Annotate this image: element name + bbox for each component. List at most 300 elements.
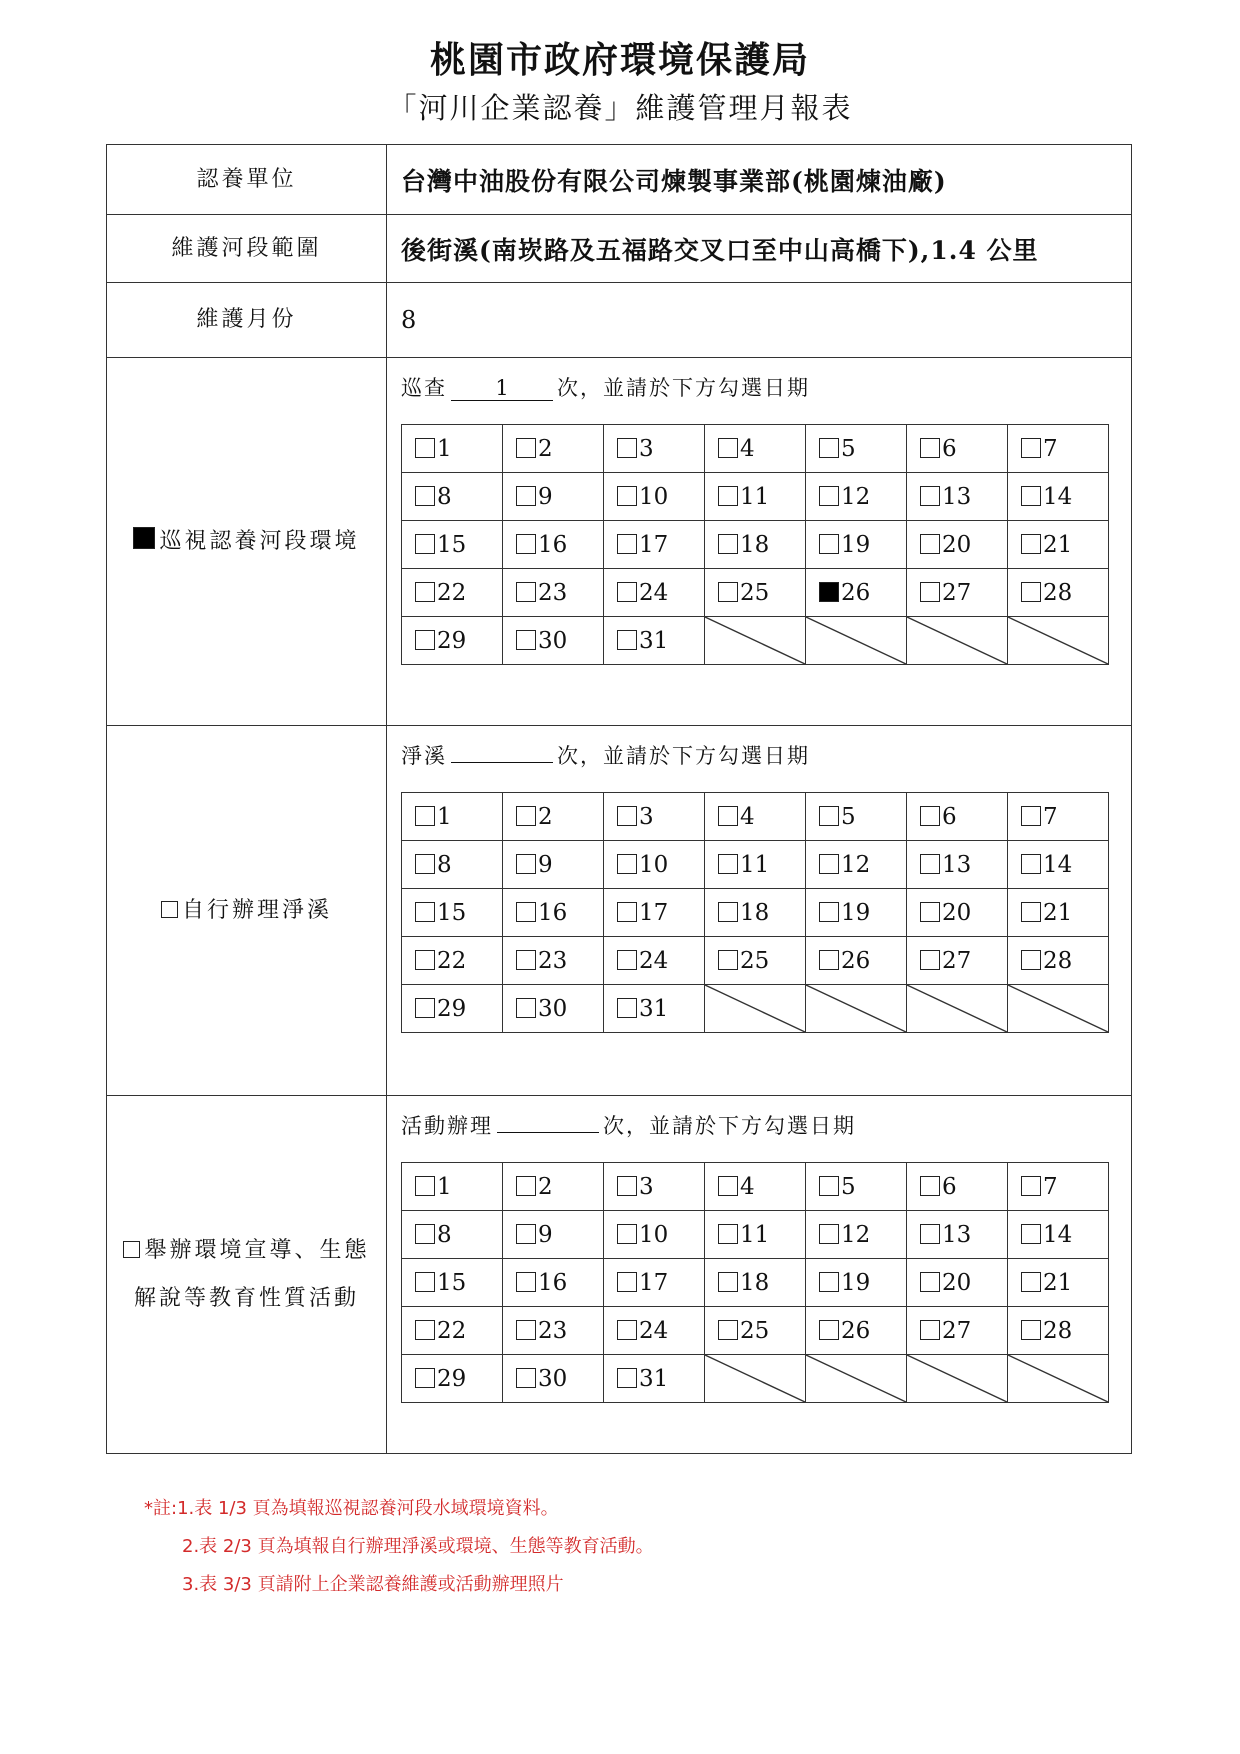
date-cell[interactable] (907, 473, 1008, 521)
date-cell[interactable] (705, 1307, 806, 1355)
date-number: 28 (1043, 1317, 1073, 1344)
month-label: 維護月份 (107, 283, 387, 357)
date-checkbox[interactable] (1021, 950, 1041, 970)
section-content (387, 726, 1131, 1095)
date-cell[interactable] (1008, 473, 1109, 521)
date-checkbox[interactable] (415, 998, 435, 1018)
instruction-prefix: 淨溪 (401, 744, 447, 768)
date-checkbox[interactable] (617, 806, 637, 826)
date-number: 3 (639, 435, 654, 462)
date-cell[interactable] (604, 793, 705, 841)
date-checkbox[interactable] (516, 1368, 536, 1388)
date-cell[interactable] (503, 793, 604, 841)
date-checkbox[interactable] (516, 998, 536, 1018)
date-cell[interactable] (806, 889, 907, 937)
date-checkbox[interactable] (617, 486, 637, 506)
date-number: 22 (437, 1317, 467, 1344)
date-checkbox[interactable] (617, 438, 637, 458)
date-checkbox[interactable] (819, 854, 839, 874)
date-checkbox[interactable] (617, 534, 637, 554)
date-cell[interactable] (402, 985, 503, 1033)
date-cell[interactable] (604, 617, 705, 665)
date-grid-row (402, 1259, 1109, 1307)
date-number: 25 (740, 579, 770, 606)
date-cell[interactable] (402, 473, 503, 521)
date-checkbox[interactable] (516, 630, 536, 650)
section-label-text (161, 887, 332, 935)
page-subtitle: 「河川企業認養」維護管理月報表 (387, 91, 853, 125)
date-cell[interactable] (806, 1307, 907, 1355)
date-checkbox[interactable] (415, 902, 435, 922)
date-checkbox[interactable] (718, 1272, 738, 1292)
date-cell[interactable] (604, 841, 705, 889)
date-number: 13 (942, 851, 972, 878)
date-checkbox[interactable] (516, 534, 536, 554)
date-cell[interactable] (806, 1211, 907, 1259)
date-cell[interactable] (402, 841, 503, 889)
row-range (107, 215, 1131, 283)
date-cell[interactable] (604, 1307, 705, 1355)
date-cell[interactable] (503, 569, 604, 617)
empty-date-cell (1008, 1355, 1109, 1403)
date-grid-row (402, 569, 1109, 617)
date-checkbox[interactable] (516, 854, 536, 874)
date-checkbox[interactable] (920, 854, 940, 874)
date-number: 31 (639, 627, 669, 654)
date-number: 2 (538, 803, 553, 830)
range-label: 維護河段範圍 (107, 215, 387, 282)
section-patrol (107, 358, 1131, 726)
date-number: 24 (639, 579, 669, 606)
date-number: 15 (437, 899, 467, 926)
date-checkbox[interactable] (617, 1224, 637, 1244)
date-checkbox[interactable] (819, 582, 839, 602)
date-cell[interactable] (907, 1163, 1008, 1211)
date-checkbox[interactable] (617, 854, 637, 874)
date-checkbox[interactable] (516, 806, 536, 826)
date-cell[interactable] (705, 1163, 806, 1211)
date-cell[interactable] (402, 569, 503, 617)
diagonal-slash (1008, 985, 1108, 1032)
date-cell[interactable] (806, 937, 907, 985)
date-grid-row (402, 937, 1109, 985)
date-number: 20 (942, 1269, 972, 1296)
section-label (107, 726, 387, 1095)
date-cell[interactable] (907, 425, 1008, 473)
count-field[interactable] (451, 762, 553, 763)
date-cell[interactable] (806, 1163, 907, 1211)
date-checkbox[interactable] (819, 1224, 839, 1244)
date-checkbox[interactable] (516, 438, 536, 458)
date-cell[interactable] (604, 1355, 705, 1403)
date-cell[interactable] (402, 1163, 503, 1211)
date-cell[interactable] (503, 425, 604, 473)
date-cell[interactable] (1008, 889, 1109, 937)
date-checkbox[interactable] (617, 1368, 637, 1388)
count-field[interactable]: 1 (451, 376, 553, 401)
unit-value: 台灣中油股份有限公司煉製事業部(桃園煉油廠) (401, 166, 947, 196)
date-cell[interactable] (907, 1211, 1008, 1259)
date-number: 4 (740, 803, 755, 830)
date-grid-row (402, 985, 1109, 1033)
date-cell[interactable] (1008, 937, 1109, 985)
date-checkbox[interactable] (415, 806, 435, 826)
date-checkbox[interactable] (718, 902, 738, 922)
date-cell[interactable] (402, 1211, 503, 1259)
date-cell[interactable] (503, 889, 604, 937)
date-grid-row (402, 1307, 1109, 1355)
section-instruction (401, 1110, 856, 1140)
date-number: 1 (437, 435, 452, 462)
date-cell[interactable] (604, 985, 705, 1033)
date-grid-row (402, 425, 1109, 473)
date-checkbox[interactable] (920, 486, 940, 506)
date-cell[interactable] (503, 937, 604, 985)
section-checkbox[interactable] (133, 527, 155, 549)
date-cell[interactable] (907, 569, 1008, 617)
section-checkbox[interactable] (123, 1241, 140, 1258)
diagonal-slash (907, 1355, 1007, 1402)
date-checkbox[interactable] (516, 1224, 536, 1244)
date-number: 13 (942, 1221, 972, 1248)
date-checkbox[interactable] (718, 582, 738, 602)
date-number: 20 (942, 531, 972, 558)
diagonal-slash (806, 985, 906, 1032)
date-checkbox[interactable] (718, 806, 738, 826)
date-checkbox[interactable] (1021, 486, 1041, 506)
date-number: 10 (639, 851, 669, 878)
date-checkbox[interactable] (617, 902, 637, 922)
section-label-line: 解說等教育性質活動 (133, 1285, 359, 1311)
date-grid-row (402, 1163, 1109, 1211)
date-cell[interactable] (503, 985, 604, 1033)
date-checkbox[interactable] (415, 1272, 435, 1292)
date-checkbox[interactable] (516, 902, 536, 922)
date-checkbox[interactable] (516, 1272, 536, 1292)
date-cell[interactable] (907, 521, 1008, 569)
date-number: 1 (437, 803, 452, 830)
range-value: 後街溪(南崁路及五福路交叉口至中山高橋下),1.4 公里 (401, 235, 1039, 265)
date-checkbox[interactable] (920, 950, 940, 970)
diagonal-slash (705, 1355, 805, 1402)
date-cell[interactable] (604, 425, 705, 473)
instruction-prefix: 活動辦理 (401, 1114, 493, 1138)
date-cell[interactable] (705, 521, 806, 569)
date-number: 20 (942, 899, 972, 926)
date-number: 18 (740, 1269, 770, 1296)
date-checkbox[interactable] (819, 806, 839, 826)
date-cell[interactable] (503, 841, 604, 889)
date-cell[interactable] (806, 841, 907, 889)
date-checkbox[interactable] (1021, 534, 1041, 554)
date-cell[interactable] (907, 1259, 1008, 1307)
date-checkbox[interactable] (415, 630, 435, 650)
date-checkbox[interactable] (920, 438, 940, 458)
date-checkbox[interactable] (415, 486, 435, 506)
date-cell[interactable] (604, 1163, 705, 1211)
date-cell[interactable] (1008, 425, 1109, 473)
date-checkbox[interactable] (1021, 1320, 1041, 1340)
date-number: 9 (538, 483, 553, 510)
date-checkbox[interactable] (516, 1176, 536, 1196)
empty-date-cell (907, 985, 1008, 1033)
date-cell[interactable] (1008, 1307, 1109, 1355)
date-number: 6 (942, 435, 957, 462)
date-cell[interactable] (705, 841, 806, 889)
date-grid (401, 792, 1109, 1033)
date-number: 30 (538, 627, 568, 654)
date-number: 16 (538, 1269, 568, 1296)
diagonal-slash (1008, 617, 1108, 664)
date-cell[interactable] (402, 937, 503, 985)
empty-date-cell (705, 985, 806, 1033)
date-checkbox[interactable] (617, 998, 637, 1018)
date-cell[interactable] (806, 569, 907, 617)
date-cell[interactable] (1008, 521, 1109, 569)
date-checkbox[interactable] (415, 950, 435, 970)
date-cell[interactable] (907, 937, 1008, 985)
date-cell[interactable] (503, 1163, 604, 1211)
date-checkbox[interactable] (718, 534, 738, 554)
date-checkbox[interactable] (920, 1224, 940, 1244)
date-checkbox[interactable] (819, 902, 839, 922)
date-checkbox[interactable] (920, 534, 940, 554)
date-cell[interactable] (1008, 1163, 1109, 1211)
date-checkbox[interactable] (617, 630, 637, 650)
date-cell[interactable] (806, 1259, 907, 1307)
date-number: 31 (639, 1365, 669, 1392)
date-cell[interactable] (402, 425, 503, 473)
date-cell[interactable] (806, 425, 907, 473)
date-cell[interactable] (604, 569, 705, 617)
date-number: 30 (538, 995, 568, 1022)
note-2: 2.表 2/3 頁為填報自行辦理淨溪或環境、生態等教育活動。 (182, 1536, 654, 1557)
date-cell[interactable] (907, 793, 1008, 841)
date-checkbox[interactable] (516, 582, 536, 602)
date-checkbox[interactable] (415, 1176, 435, 1196)
date-cell[interactable] (402, 521, 503, 569)
date-number: 7 (1043, 803, 1058, 830)
date-number: 8 (437, 483, 452, 510)
date-cell[interactable] (402, 793, 503, 841)
diagonal-slash (907, 617, 1007, 664)
date-cell[interactable] (402, 1307, 503, 1355)
date-cell[interactable] (705, 793, 806, 841)
date-checkbox[interactable] (819, 1320, 839, 1340)
date-checkbox[interactable] (819, 950, 839, 970)
date-checkbox[interactable] (920, 1176, 940, 1196)
diagonal-slash (1008, 1355, 1108, 1402)
section-content (387, 358, 1131, 725)
date-cell[interactable] (1008, 793, 1109, 841)
section-label-line: 舉辦環境宣導、生態 (144, 1237, 370, 1263)
date-cell[interactable] (402, 1355, 503, 1403)
date-checkbox[interactable] (718, 854, 738, 874)
date-grid-row (402, 521, 1109, 569)
date-checkbox[interactable] (415, 534, 435, 554)
date-cell[interactable] (604, 889, 705, 937)
date-number: 9 (538, 851, 553, 878)
date-cell[interactable] (604, 937, 705, 985)
date-checkbox[interactable] (1021, 854, 1041, 874)
date-cell[interactable] (604, 521, 705, 569)
date-cell[interactable] (503, 1211, 604, 1259)
date-number: 27 (942, 1317, 972, 1344)
date-checkbox[interactable] (1021, 438, 1041, 458)
unit-label: 認養單位 (107, 145, 387, 214)
date-number: 29 (437, 1365, 467, 1392)
date-cell[interactable] (705, 425, 806, 473)
date-checkbox[interactable] (920, 582, 940, 602)
date-checkbox[interactable] (718, 950, 738, 970)
date-cell[interactable] (604, 473, 705, 521)
empty-date-cell (1008, 985, 1109, 1033)
date-checkbox[interactable] (1021, 806, 1041, 826)
date-checkbox[interactable] (516, 486, 536, 506)
date-number: 17 (639, 531, 669, 558)
date-checkbox[interactable] (718, 1176, 738, 1196)
date-checkbox[interactable] (920, 806, 940, 826)
date-number: 15 (437, 531, 467, 558)
date-number: 5 (841, 435, 856, 462)
date-checkbox[interactable] (617, 582, 637, 602)
date-grid-row (402, 473, 1109, 521)
note-3: 3.表 3/3 頁請附上企業認養維護或活動辦理照片 (182, 1574, 564, 1595)
instruction-prefix: 巡查 (401, 376, 447, 400)
date-cell[interactable] (806, 473, 907, 521)
date-checkbox[interactable] (920, 1272, 940, 1292)
date-number: 3 (639, 1173, 654, 1200)
empty-date-cell (705, 1355, 806, 1403)
date-number: 18 (740, 899, 770, 926)
date-checkbox[interactable] (617, 950, 637, 970)
date-cell[interactable] (907, 841, 1008, 889)
date-cell[interactable] (402, 889, 503, 937)
diagonal-slash (806, 1355, 906, 1402)
date-cell[interactable] (907, 1307, 1008, 1355)
date-checkbox[interactable] (718, 1320, 738, 1340)
date-cell[interactable] (604, 1259, 705, 1307)
instruction-suffix: 次，並請於下方勾選日期 (557, 376, 810, 400)
date-number: 10 (639, 1221, 669, 1248)
date-cell[interactable] (705, 473, 806, 521)
section-checkbox[interactable] (161, 901, 178, 918)
date-cell[interactable] (806, 793, 907, 841)
date-checkbox[interactable] (920, 1320, 940, 1340)
date-cell[interactable] (705, 1211, 806, 1259)
date-cell[interactable] (503, 1355, 604, 1403)
date-cell[interactable] (1008, 1259, 1109, 1307)
date-checkbox[interactable] (1021, 1176, 1041, 1196)
date-number: 26 (841, 1317, 871, 1344)
date-checkbox[interactable] (415, 854, 435, 874)
date-checkbox[interactable] (516, 1320, 536, 1340)
date-checkbox[interactable] (617, 1320, 637, 1340)
date-checkbox[interactable] (415, 582, 435, 602)
date-checkbox[interactable] (819, 486, 839, 506)
count-field[interactable] (497, 1132, 599, 1133)
date-checkbox[interactable] (718, 438, 738, 458)
date-checkbox[interactable] (1021, 1272, 1041, 1292)
date-number: 23 (538, 1317, 568, 1344)
date-number: 2 (538, 435, 553, 462)
date-checkbox[interactable] (415, 438, 435, 458)
date-checkbox[interactable] (1021, 582, 1041, 602)
date-cell[interactable] (503, 617, 604, 665)
section-instruction (401, 740, 810, 770)
date-checkbox[interactable] (819, 534, 839, 554)
date-number: 5 (841, 1173, 856, 1200)
section-cleanup (107, 726, 1131, 1096)
date-cell[interactable] (402, 617, 503, 665)
date-number: 12 (841, 851, 871, 878)
date-cell[interactable] (503, 473, 604, 521)
date-checkbox[interactable] (415, 1368, 435, 1388)
date-checkbox[interactable] (718, 1224, 738, 1244)
date-checkbox[interactable] (1021, 902, 1041, 922)
date-cell[interactable] (705, 1259, 806, 1307)
empty-date-cell (907, 617, 1008, 665)
page-title: 桃園市政府環境保護局 (429, 39, 810, 81)
empty-date-cell (907, 1355, 1008, 1403)
date-cell[interactable] (705, 569, 806, 617)
date-grid-row (402, 617, 1109, 665)
date-cell[interactable] (705, 937, 806, 985)
date-number: 18 (740, 531, 770, 558)
date-number: 19 (841, 1269, 871, 1296)
empty-date-cell (705, 617, 806, 665)
date-checkbox[interactable] (718, 486, 738, 506)
date-checkbox[interactable] (819, 1272, 839, 1292)
row-month (107, 283, 1131, 358)
date-cell[interactable] (1008, 841, 1109, 889)
instruction-suffix: 次，並請於下方勾選日期 (603, 1114, 856, 1138)
date-number: 29 (437, 627, 467, 654)
date-checkbox[interactable] (516, 950, 536, 970)
date-checkbox[interactable] (819, 438, 839, 458)
empty-date-cell (806, 985, 907, 1033)
date-checkbox[interactable] (415, 1224, 435, 1244)
date-number: 9 (538, 1221, 553, 1248)
date-cell[interactable] (604, 1211, 705, 1259)
date-number: 28 (1043, 579, 1073, 606)
date-number: 11 (740, 851, 770, 878)
date-cell[interactable] (1008, 1211, 1109, 1259)
date-number: 8 (437, 1221, 452, 1248)
section-label-line: 巡視認養河段環境 (159, 528, 360, 554)
diagonal-slash (907, 985, 1007, 1032)
date-checkbox[interactable] (415, 1320, 435, 1340)
date-checkbox[interactable] (1021, 1224, 1041, 1244)
date-checkbox[interactable] (617, 1272, 637, 1292)
date-cell[interactable] (503, 1307, 604, 1355)
date-cell[interactable] (503, 1259, 604, 1307)
date-cell[interactable] (503, 521, 604, 569)
date-checkbox[interactable] (920, 902, 940, 922)
date-cell[interactable] (806, 521, 907, 569)
date-cell[interactable] (907, 889, 1008, 937)
date-checkbox[interactable] (617, 1176, 637, 1196)
empty-date-cell (806, 1355, 907, 1403)
date-number: 26 (841, 947, 871, 974)
date-checkbox[interactable] (819, 1176, 839, 1196)
date-cell[interactable] (1008, 569, 1109, 617)
date-number: 7 (1043, 435, 1058, 462)
report-form (106, 144, 1132, 1454)
date-cell[interactable] (705, 889, 806, 937)
date-cell[interactable] (402, 1259, 503, 1307)
date-number: 12 (841, 483, 871, 510)
